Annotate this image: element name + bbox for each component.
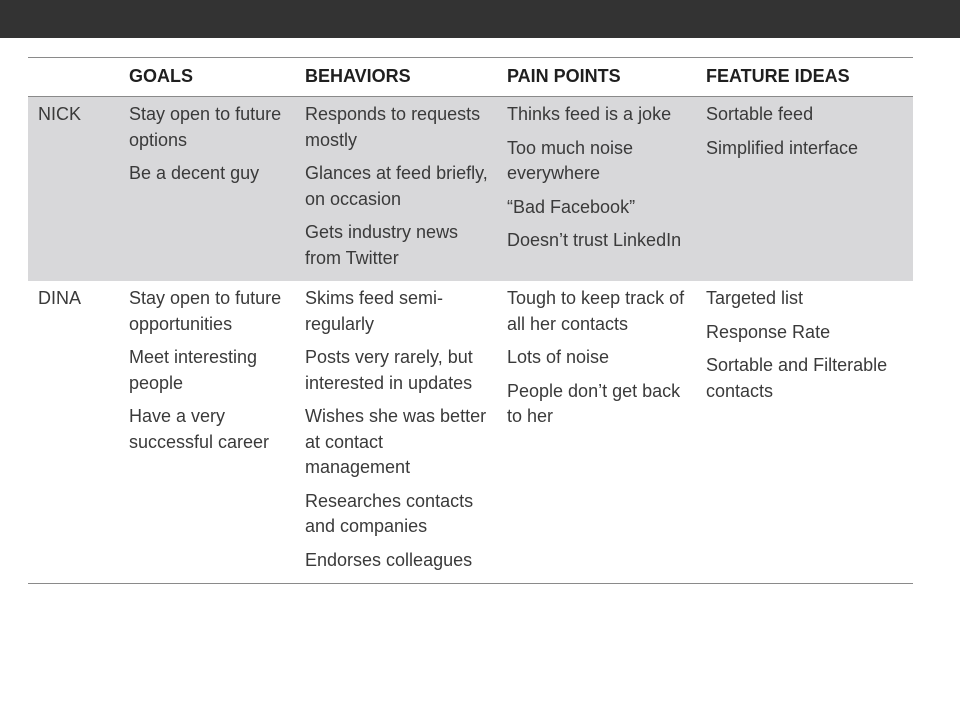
slide-top-bar bbox=[0, 0, 960, 38]
goal-item: Stay open to future options bbox=[129, 104, 282, 150]
behavior-item: Researches contacts and companies bbox=[305, 490, 474, 536]
behavior-item: Posts very rarely, but interested in updates bbox=[305, 347, 473, 393]
goals-cell bbox=[119, 97, 295, 282]
feature-ideas-cell bbox=[696, 97, 913, 282]
pain-point-item: People don’t get back to her bbox=[507, 380, 681, 426]
feature-idea-item: Sortable and Filterable contacts bbox=[706, 355, 888, 401]
feature-ideas-cell bbox=[696, 281, 913, 584]
persona-name: DINA bbox=[38, 288, 82, 308]
persona-name: NICK bbox=[38, 104, 82, 124]
goal-item: Be a decent guy bbox=[129, 163, 260, 183]
behaviors-cell bbox=[295, 281, 497, 584]
behavior-item: Gets industry news from Twitter bbox=[305, 222, 459, 268]
table-header-row bbox=[28, 58, 913, 97]
feature-idea-item: Targeted list bbox=[706, 288, 804, 308]
pain-point-item: Lots of noise bbox=[507, 347, 610, 367]
feature-idea-item: Simplified interface bbox=[706, 137, 859, 158]
header-name bbox=[28, 58, 119, 97]
table-row-nick bbox=[28, 97, 913, 282]
goals-cell bbox=[119, 281, 295, 584]
goal-item: Meet interesting people bbox=[129, 347, 258, 393]
persona-table bbox=[28, 57, 913, 584]
table-row-dina bbox=[28, 281, 913, 584]
behavior-item: Endorses colleagues bbox=[305, 549, 473, 570]
pain-point-item: Doesn’t trust LinkedIn bbox=[507, 230, 682, 250]
feature-idea-item: Sortable feed bbox=[706, 104, 814, 124]
goal-item: Stay open to future opportunities bbox=[129, 288, 282, 334]
goal-item: Have a very successful career bbox=[129, 406, 270, 452]
behavior-item: Responds to requests mostly bbox=[305, 104, 481, 150]
pain-point-item: Thinks feed is a joke bbox=[507, 104, 672, 124]
behavior-item: Wishes she was better at contact management bbox=[305, 406, 487, 477]
feature-idea-item: Response Rate bbox=[706, 321, 831, 342]
behavior-item: Skims feed semi-regularly bbox=[305, 288, 444, 334]
behaviors-cell bbox=[295, 97, 497, 282]
pain-points-cell bbox=[497, 97, 696, 282]
behavior-item: Glances at feed briefly, on occasion bbox=[305, 163, 488, 209]
pain-point-item: Tough to keep track of all her contacts bbox=[507, 288, 685, 334]
pain-point-item: Too much noise everywhere bbox=[507, 137, 634, 183]
header-pain-points: PAIN POINTS bbox=[507, 66, 621, 87]
pain-points-cell bbox=[497, 281, 696, 584]
header-goals: GOALS bbox=[129, 66, 194, 87]
pain-point-item: “Bad Facebook” bbox=[507, 196, 636, 217]
header-behaviors: BEHAVIORS bbox=[305, 66, 411, 87]
header-feature-ideas: FEATURE IDEAS bbox=[706, 66, 850, 87]
